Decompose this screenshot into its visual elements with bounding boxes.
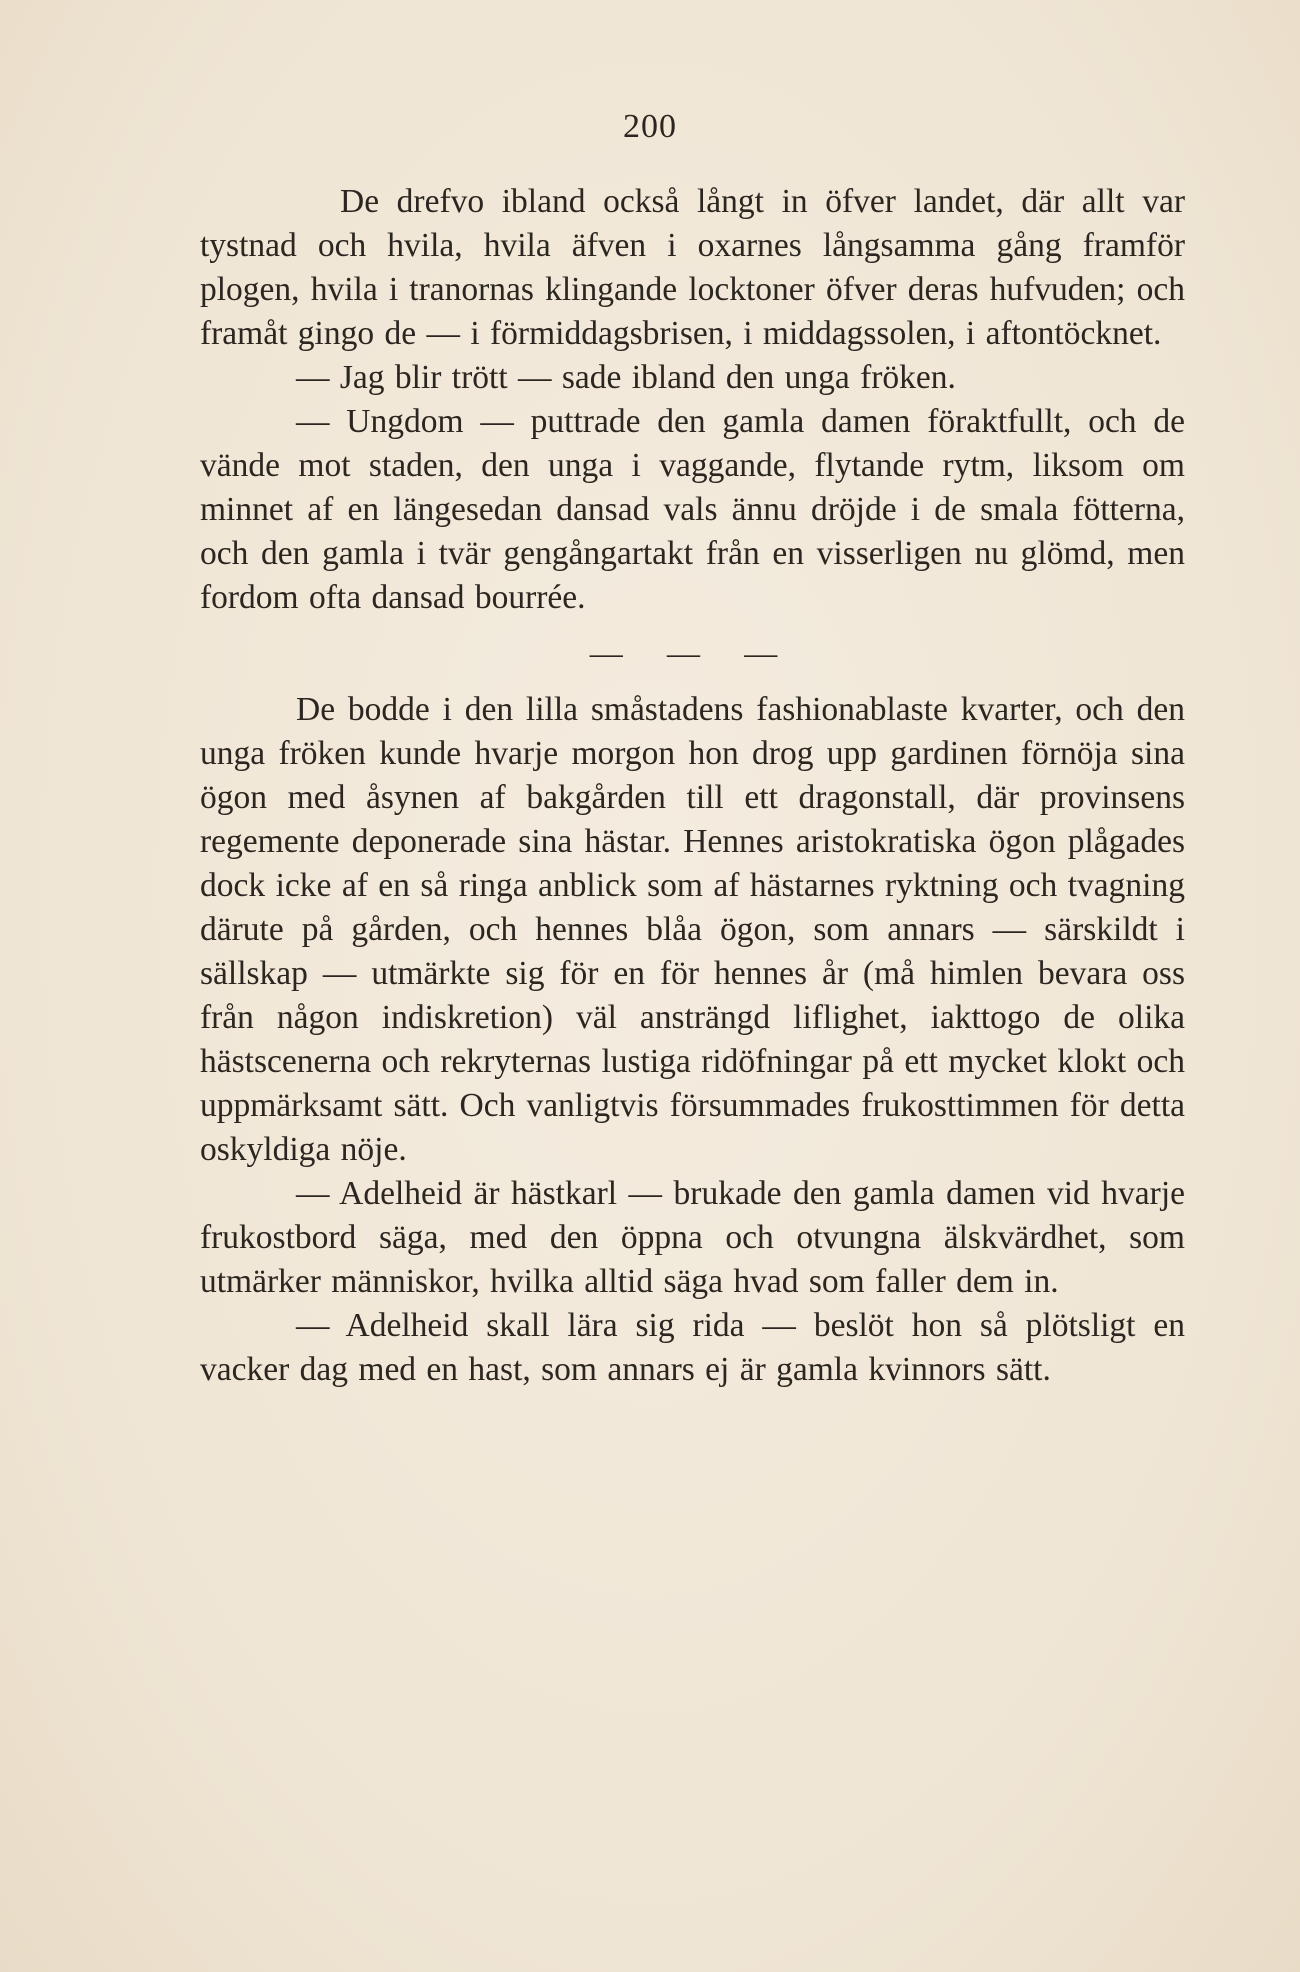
body-text: [200, 180, 1185, 1392]
paragraph-5: — Adelheid är hästkarl — brukade den gamla damen vid hvarje frukostbord säga, med den öppna och otvungna älskvärdhet, som utmärker människor, hvilka alltid säga hvad som faller dem in.: [200, 1175, 1185, 1300]
section-break: — — —: [589, 636, 796, 672]
paragraph-3: — Ungdom — puttrade den gamla damen föraktfullt, och de vände mot staden, den unga i vaggande, flytande rytm, liksom om minnet af en längesedan dansad vals ännu dröjde i de smala fötterna, och den gamla i tvär gengångartakt från en visserligen nu glömd, men fordom ofta dansad bourrée.: [200, 403, 1185, 616]
paragraph-6: — Adelheid skall lära sig rida — beslöt hon så plötsligt en vacker dag med en hast, som annars ej är gamla kvinnors sätt.: [200, 1307, 1185, 1388]
paragraph-2: — Jag blir trött — sade ibland den unga fröken.: [296, 359, 956, 396]
paragraph-1: De drefvo ibland också långt in öfver landet, där allt var tystnad och hvila, hvila äfven i oxarnes långsamma gång framför plogen, hvila i tranornas klingande locktoner öfver deras hufvuden; och framåt gingo de — i förmiddagsbrisen, i middagssolen, i aftontöcknet.: [200, 183, 1185, 352]
paragraph-4: De bodde i den lilla småstadens fashionablaste kvarter, och den unga fröken kunde hvarje morgon hon drog upp gardinen förnöja sina ögon med åsynen af bakgården till ett dragonstall, där provinsens regemente deponerade sina hästar. Hennes aristokratiska ögon plågades dock icke af en så ringa anblick som af hästarnes ryktning och tvagning därute på gården, och hennes blåa ögon, som annars — särskildt i sällskap — utmärkte sig för en för hennes år (må himlen bevara oss från någon indiskretion) väl ansträngd liflighet, iakttogo de olika hästscenerna och rekryternas lustiga ridöfningar på ett mycket klokt och uppmärksamt sätt. Och vanligtvis försummades frukosttimmen för detta oskyldiga nöje.: [200, 691, 1185, 1168]
page-number: 200: [623, 108, 677, 145]
